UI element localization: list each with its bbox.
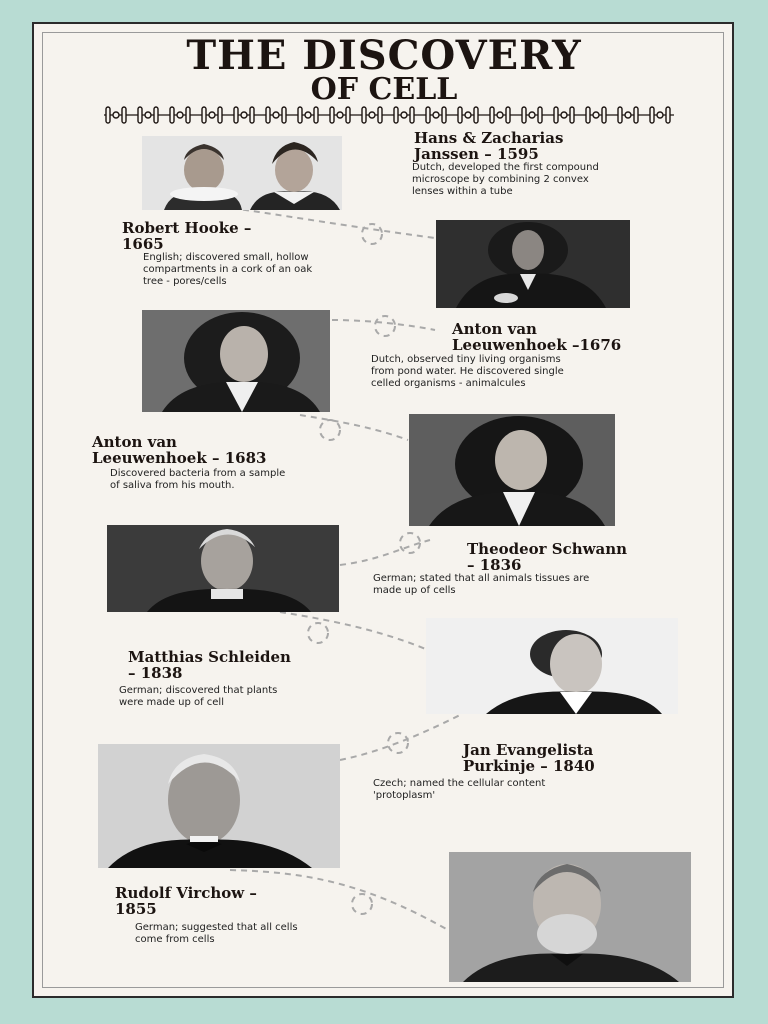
janssen-portraits-photo [142,136,342,210]
schwann-portrait-photo [107,525,339,612]
entry-desc-leeuwenhoek1683-1: Discovered bacteria from a sample [110,468,286,479]
entry-desc-janssen-1: Dutch, developed the first compound [412,162,599,173]
leeuwenhoek-1676-portrait-photo [142,310,330,412]
entry-desc-hooke-3: tree - pores/cells [143,276,227,287]
hooke-portrait-photo [436,220,630,308]
entry-title-schleiden-line2: – 1838 [128,664,183,682]
entry-desc-virchow-2: come from cells [135,934,215,945]
entry-title-leeuwenhoek1683-line2: Leeuwenhoek – 1683 [92,449,267,467]
entry-desc-janssen-2: microscope by combining 2 convex [412,174,589,185]
entry-title-leeuwenhoek1683-line1: Anton van [92,433,177,451]
entry-title-virchow-line2: 1855 [115,900,157,918]
entry-desc-hooke-2: compartments in a cork of an oak [143,264,313,275]
entry-title-leeuwenhoek1676-line2: Leeuwenhoek –1676 [452,336,622,354]
poster-title-line2: OF CELL [310,72,458,107]
entry-title-hooke-line2: 1665 [122,235,164,253]
entry-title-virchow-line1: Rudolf Virchow – [115,884,257,902]
entry-desc-janssen-3: lenses within a tube [412,186,513,197]
entry-title-schleiden-line1: Matthias Schleiden [128,648,291,666]
entry-title-purkinje-line2: Purkinje – 1840 [463,757,595,775]
entry-desc-schwann-1: German; stated that all animals tissues are [373,573,590,584]
entry-title-hooke-line1: Robert Hooke – [122,219,252,237]
entry-desc-purkinje-2: 'protoplasm' [373,790,436,801]
leeuwenhoek-1683-portrait-photo [409,414,615,526]
entry-title-schwann-line2: – 1836 [467,556,522,574]
entry-title-purkinje-line1: Jan Evangelista [463,741,594,759]
entry-desc-leeuwenhoek1676-1: Dutch, observed tiny living organisms [371,354,561,365]
entry-desc-virchow-1: German; suggested that all cells [135,922,298,933]
poster-title-line1: THE DISCOVERY [186,32,582,79]
entry-desc-hooke-1: English; discovered small, hollow [143,252,309,263]
entry-desc-leeuwenhoek1683-2: of saliva from his mouth. [110,480,235,491]
entry-desc-leeuwenhoek1676-3: celled organisms - animalcules [371,378,526,389]
entry-desc-schleiden-2: were made up of cell [119,697,224,708]
entry-title-leeuwenhoek1676-line1: Anton van [452,320,537,338]
entry-title-schwann-line1: Theodeor Schwann [467,540,628,558]
entry-desc-purkinje-1: Czech; named the cellular content [373,778,546,789]
entry-title-janssen-line2: Janssen – 1595 [414,145,539,163]
entry-title-janssen-line1: Hans & Zacharias [414,129,564,147]
entry-desc-schwann-2: made up of cells [373,585,456,596]
entry-desc-leeuwenhoek1676-2: from pond water. He discovered single [371,366,564,377]
purkinje-portrait-photo [98,744,340,868]
schleiden-portrait-photo [426,618,678,714]
virchow-portrait-photo [449,852,691,982]
decorative-divider [100,104,678,126]
entry-desc-schleiden-1: German; discovered that plants [119,685,278,696]
